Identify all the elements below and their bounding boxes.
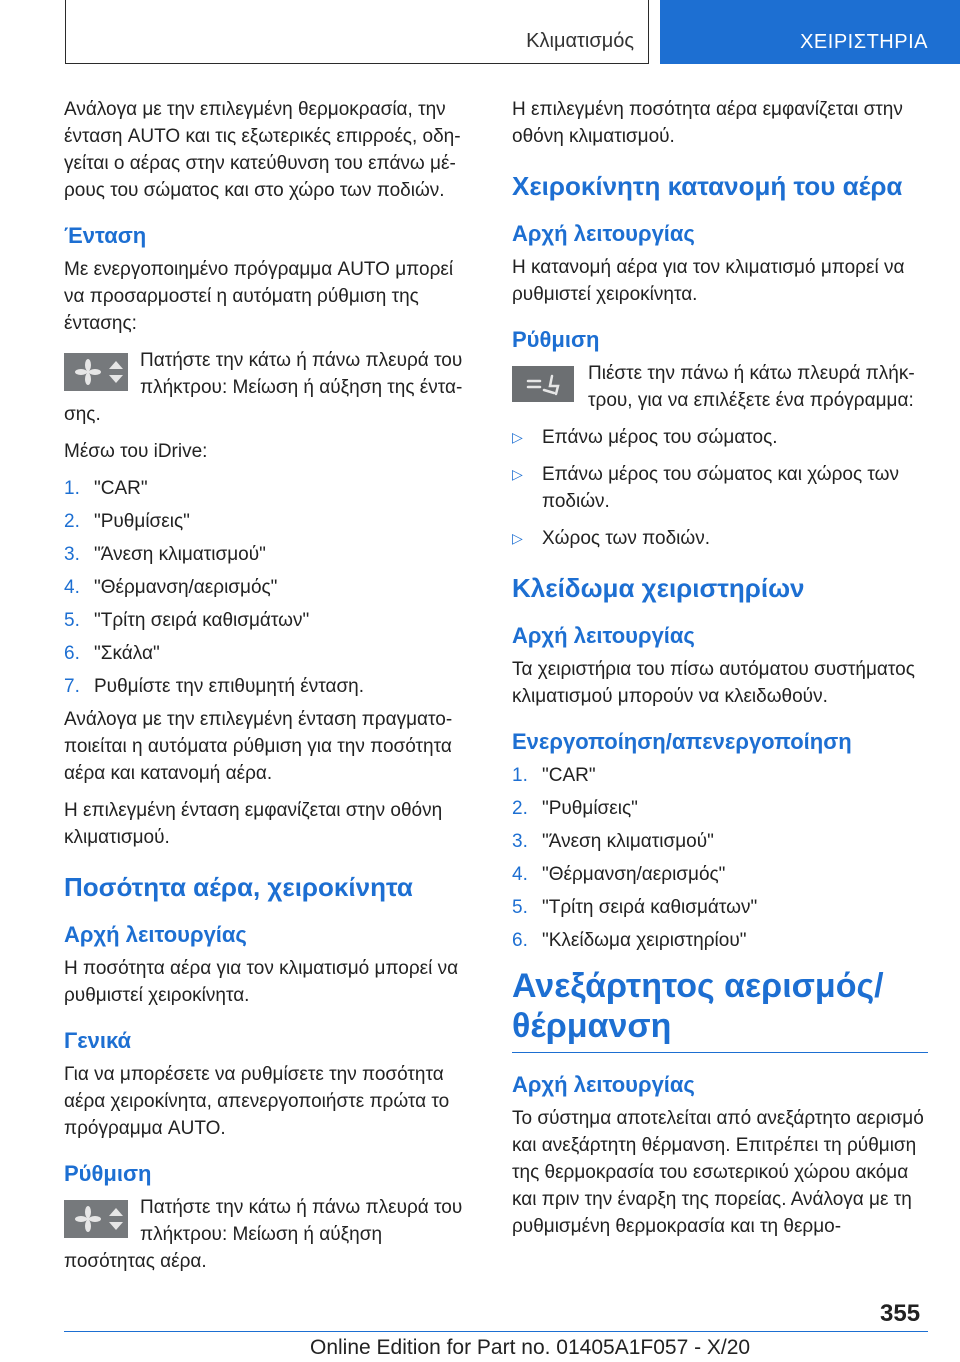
principle-heading: Αρχή λειτουργίας (64, 922, 247, 947)
intro-paragraph: Ανάλογα με την επιλεγμένη θερμοκρασία, την ένταση AUTO και τις εξωτερικές επιρροές, οδηγείται ο αέρας στην κατεύθυνση του επάνω μέρους του σώματος και στο χώρο των ποδιών. (64, 99, 461, 201)
lock-principle-heading: Αρχή λειτουργίας (512, 623, 695, 648)
left-column (64, 96, 478, 1285)
setting-instruction (64, 1194, 478, 1275)
lock-principle-text: Τα χειριστήρια του πίσω αυτόματου συστήματος κλιματισμού μπορούν να κλειδωθούν. (512, 659, 915, 707)
distribution-heading: Χειροκίνητη κατανομή του αέρα (512, 171, 903, 201)
list-item: 3. "Άνεση κλιματισμού" (64, 544, 266, 565)
right-intro: Η επιλεγμένη ποσότητα αέρα εμφανίζεται στην οθόνη κλιματισμού. (512, 99, 903, 147)
independent-principle-heading: Αρχή λειτουργίας (512, 1072, 695, 1097)
idrive-steps (64, 475, 478, 700)
section-divider (512, 1052, 928, 1053)
triangle-bullet-icon: ▷ (512, 530, 523, 546)
independent-heading: Ανεξάρτητος αερισμός/ θέρμανση (512, 967, 884, 1045)
air-distribution-icon (512, 366, 574, 402)
setting-heading: Ρύθμιση (64, 1161, 152, 1186)
distribution-instruction (512, 360, 926, 414)
header-section (65, 0, 649, 64)
fan-intensity-icon (64, 353, 128, 391)
list-item: 4. "Θέρμανση/αερισμός" (512, 864, 726, 885)
distribution-principle-text: Η κατανομή αέρα για τον κλιματισμό μπορεί να ρυθμιστεί χειροκίνητα. (512, 257, 905, 305)
lock-heading: Κλείδωμα χειριστηρίων (512, 573, 805, 603)
page-number: 355 (880, 1300, 921, 1327)
after-steps-paragraph-2: Η επιλεγμένη ένταση εμφανίζεται στην οθόνη κλιματισμού. (64, 800, 443, 848)
distribution-setting-heading: Ρύθμιση (512, 327, 600, 352)
list-item: 6. "Κλείδωμα χειριστηρίου" (512, 930, 747, 951)
intensity-instruction (64, 347, 478, 428)
manual-air-heading: Ποσότητα αέρα, χειροκίνητα (64, 872, 413, 902)
general-text: Για να μπορέσετε να ρυθμίσετε την ποσότητα αέρα χειροκίνητα, απενεργοποιήστε πρώτα το πρόγραμμα AUTO. (64, 1064, 450, 1139)
list-item: 1. "CAR" (64, 478, 148, 499)
program-list (512, 424, 926, 552)
triangle-bullet-icon: ▷ (512, 429, 523, 445)
distribution-principle-heading: Αρχή λειτουργίας (512, 221, 695, 246)
fan-intensity-icon (64, 1200, 128, 1238)
list-item: ▷ Χώρος των ποδιών. (512, 525, 926, 552)
general-heading: Γενικά (64, 1028, 132, 1053)
triangle-bullet-icon: ▷ (512, 466, 523, 482)
list-item: ▷ Επάνω μέρος του σώματος. (512, 424, 926, 451)
lock-steps (512, 762, 926, 954)
list-item: 7. Ρυθμίστε την επιθυμητή ένταση. (64, 676, 365, 697)
list-item: 4. "Θέρμανση/αερισμός" (64, 577, 278, 598)
list-item: 5. "Τρίτη σειρά καθισμάτων" (512, 897, 758, 918)
right-column (512, 96, 926, 1250)
intensity-instruction-text: Πατήστε την κάτω ή πάνω πλευρά του πλήκτρου: Μείωση ή αύξηση της έντασης. (64, 350, 463, 425)
list-item: 2. "Ρυθμίσεις" (512, 798, 638, 819)
footer-divider (64, 1331, 928, 1332)
header-chapter-title: ΧΕΙΡΙΣΤΗΡΙΑ (800, 31, 928, 53)
intensity-text: Με ενεργοποιημένο πρόγραμμα AUTO μπορεί να προσαρμοστεί η αυτόματη ρύθμιση της έντασης: (64, 259, 454, 334)
list-item: ▷ Επάνω μέρος του σώματος και χώρος των ποδιών. (512, 461, 926, 515)
list-item: 1. "CAR" (512, 765, 596, 786)
list-item: 2. "Ρυθμίσεις" (64, 511, 190, 532)
list-item: 6. "Σκάλα" (64, 643, 160, 664)
list-item: 3. "Άνεση κλιματισμού" (512, 831, 714, 852)
distribution-instruction-text: Πιέστε την πάνω ή κάτω πλευρά πλήκτρου, για να επιλέξετε ένα πρόγραμμα: (588, 363, 915, 411)
activation-heading: Ενεργοποίηση/απενεργοποίηση (512, 729, 852, 754)
header-section-title: Κλιματισμός (526, 30, 634, 52)
list-item: 5. "Τρίτη σειρά καθισμάτων" (64, 610, 310, 631)
principle-text: Η ποσότητα αέρα για τον κλιματισμό μπορεί να ρυθμιστεί χειροκίνητα. (64, 958, 459, 1006)
intensity-heading: Ένταση (64, 223, 147, 248)
footer-edition: Online Edition for Part no. 01405A1F057 - X/20 (310, 1336, 751, 1359)
idrive-intro: Μέσω του iDrive: (64, 441, 208, 462)
independent-text: Το σύστημα αποτελείται από ανεξάρτητο αερισμό και ανεξάρτητη θέρμανση. Επιτρέπει τη ρύθμιση της θερμοκρασία του εσωτερικού χώρου ακόμα και πριν την έναρξη της πορείας. Ανάλογα με τη ρυθμισμένη θερμοκρασία και τη θερμο- (512, 1108, 924, 1237)
setting-instruction-text: Πατήστε την κάτω ή πάνω πλευρά του πλήκτρου: Μείωση ή αύξηση ποσότητας αέρα. (64, 1197, 463, 1272)
header-chapter (660, 0, 960, 64)
after-steps-paragraph-1: Ανάλογα με την επιλεγμένη ένταση πραγματοποιείται η αυτόματα ρύθμιση για την ποσότητα αέρα και κατανομή αέρα. (64, 709, 453, 784)
